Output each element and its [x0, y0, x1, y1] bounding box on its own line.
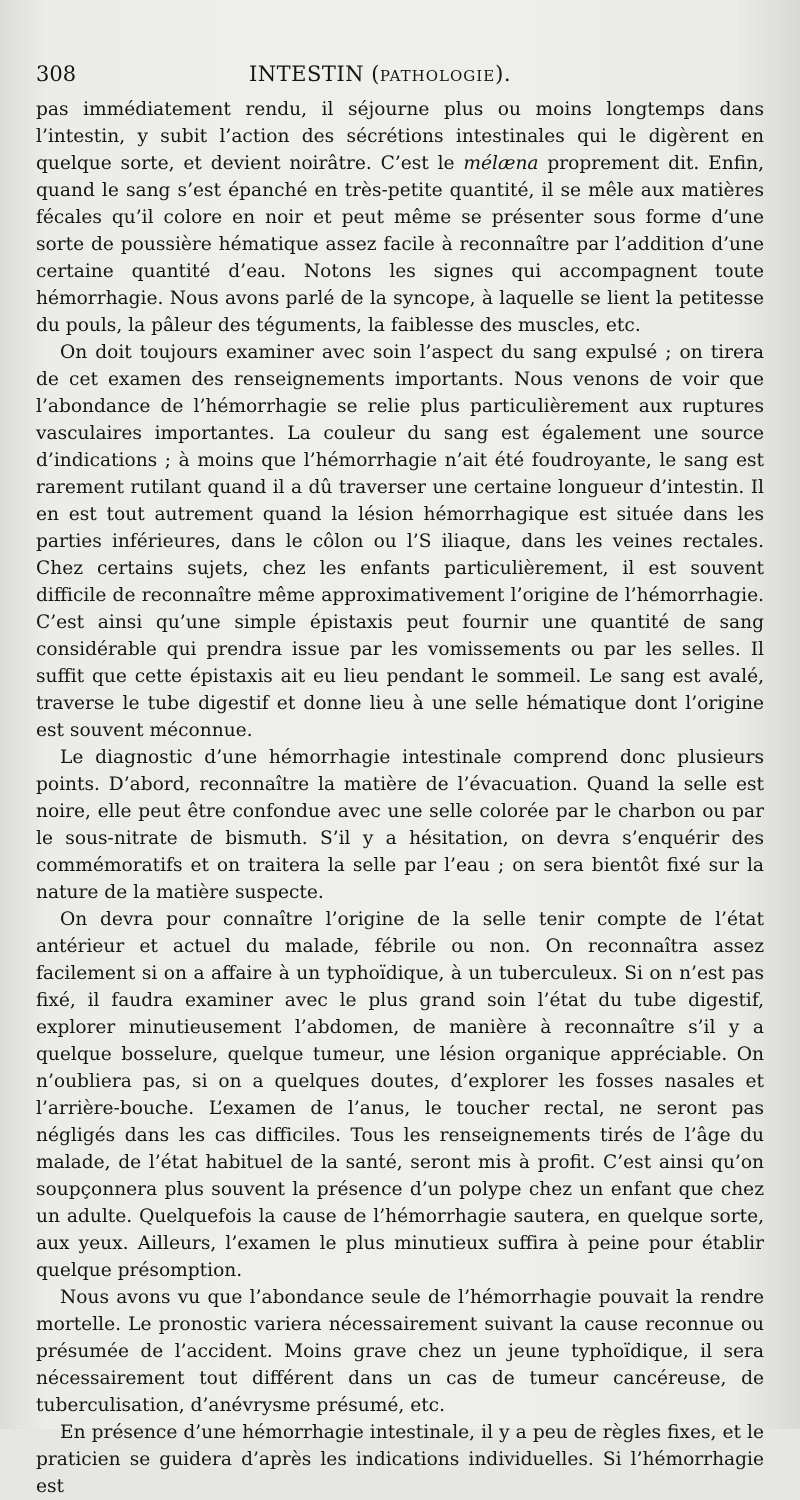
paragraph-3: Le diagnostic d’une hémorrhagie intestinale comprend donc plusieurs points. D’abord, reconnaître la matière de l’évacuation. Quand la selle est noire, elle peut être confondue avec une selle colorée par le charbon ou par le sous-nitrate de bismuth. S’il y a hésitation, on devra s’enquérir des commémoratifs et on traitera la selle par l’eau ; on sera bientôt fixé sur la nature de la matière suspecte.: [36, 747, 764, 903]
page-header: [36, 62, 764, 92]
body-text: [36, 96, 764, 1500]
paragraph-6: En présence d’une hémorrhagie intestinale, il y a peu de règles fixes, et le praticien se guidera d’après les indications individuelles. Si l’hémorrhagie est: [36, 1422, 764, 1497]
paragraph-2: On doit toujours examiner avec soin l’aspect du sang expulsé ; on tirera de cet examen des renseignements importants. Nous venons de voir que l’abondance de l’hémorrhagie se relie plus particulièrement aux ruptures vasculaires importantes. La couleur du sang est également une source d’indications ; à moins que l’hémorrhagie n’ait été foudroyante, le sang est rarement rutilant quand il a dû traverser une certaine longueur d’intestin. Il en est tout autrement quand la lésion hémorrhagique est située dans les parties inférieures, dans le côlon ou l’S iliaque, dans les veines rectales. Chez certains sujets, chez les enfants particulièrement, il est souvent difficile de reconnaître même approximativement l’origine de l’hémorrhagie. C’est ainsi qu’une simple épistaxis peut fournir une quantité de sang considérable qui prendra issue par les vomissements ou par les selles. Il suffit que cette épistaxis ait eu lieu pendant le sommeil. Le sang est avalé, traverse le tube digestif et donne lieu à une selle hématique dont l’origine est souvent méconnue.: [36, 342, 764, 741]
paragraph-5: Nous avons vu que l’abondance seule de l’hémorrhagie pouvait la rendre mortelle. Le pronostic variera nécessairement suivant la cause reconnue ou présumée de l’accident. Moins grave chez un jeune typhoïdique, il sera nécessairement tout différent dans un cas de tumeur cancéreuse, de tuberculisation, d’anévrysme présumé, etc.: [36, 1287, 764, 1416]
paragraph-1: [36, 96, 764, 339]
paragraph-4: On devra pour connaître l’origine de la selle tenir compte de l’état antérieur et actuel du malade, fébrile ou non. On reconnaîtra assez facilement si on a affaire à un typhoïdique, à un tuberculeux. Si on n’est pas fixé, il faudra examiner avec le plus grand soin l’état du tube digestif, explorer minutieusement l’abdomen, de manière à reconnaître s’il y a quelque bosselure, quelque tumeur, une lésion organique appréciable. On n’oubliera pas, si on a quelques doutes, d’explorer les fosses nasales et l’arrière-bouche. L’examen de l’anus, le toucher rectal, ne seront pas négligés dans les cas difficiles. Tous les renseignements tirés de l’âge du malade, de l’état habituel de la santé, seront mis à profit. C’est ainsi qu’on soupçonnera plus souvent la présence d’un polype chez un enfant que chez un adulte. Quelquefois la cause de l’hémorrhagie sautera, en quelque sorte, aux yeux. Ailleurs, l’examen le plus minutieux suffira à peine pour établir quelque présomption.: [36, 909, 764, 1281]
page-number: 308: [36, 62, 77, 86]
paragraph-1-text-a: pas immédiatement rendu, il séjourne plus ou moins longtemps dans l’intestin, y subit l’action des sécrétions intestinales qui le digèrent en quelque sorte, et devient noirâtre. C’est le: [36, 99, 764, 174]
running-title-main: INTESTIN: [248, 62, 365, 86]
paragraph-1-text-b: proprement dit. Enfin, quand le sang s’est épanché en très-petite quantité, il se mêle aux matières fécales qu’il colore en noir et peut même se présenter sous forme d’une sorte de poussière hématique assez facile à reconnaître par l’addition d’une certaine quantité d’eau. Notons les signes qui accompagnent toute hémorrhagie. Nous avons parlé de la syncope, à laquelle se lient la petitesse du pouls, la pâleur des téguments, la faiblesse des muscles, etc.: [36, 153, 764, 336]
running-title-section: PATHOLOGIE: [379, 67, 496, 85]
paragraph-1-italic-term: mélæna: [463, 153, 539, 174]
running-title: INTESTIN (PATHOLOGIE).: [248, 62, 512, 86]
